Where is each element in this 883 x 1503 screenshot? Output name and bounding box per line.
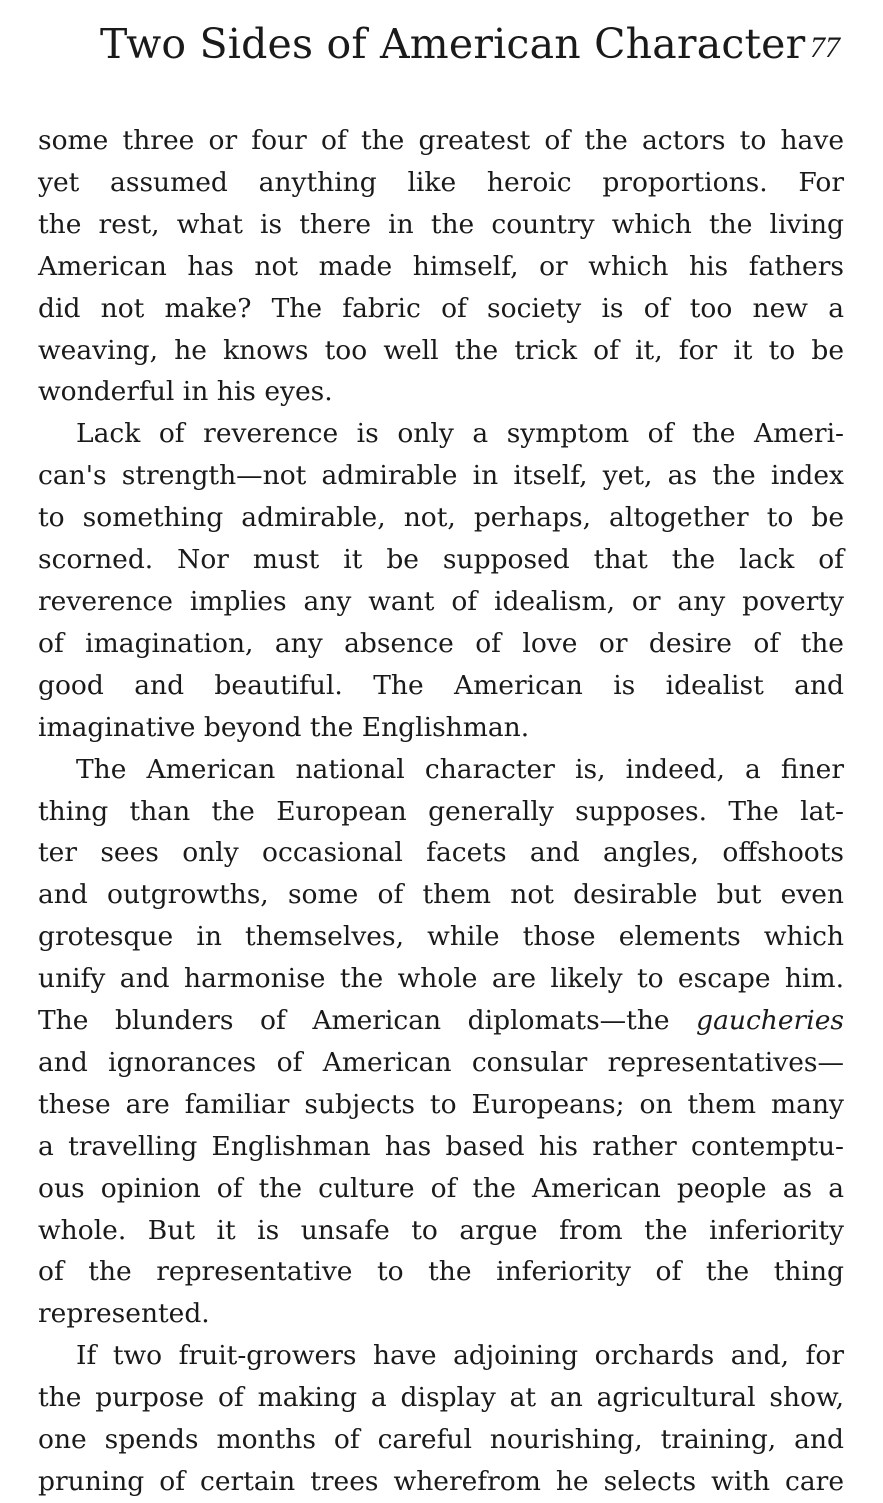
body-text [38,120,844,1503]
text-line: grotesque in themselves, while those elements which [38,921,844,953]
text-line: unify and harmonise the whole are likely to escape him. [38,963,844,995]
text-fragment: The blunders of American diplomats—the [38,1005,670,1037]
text-line: imaginative beyond the Englishman. [38,711,530,743]
paragraph [38,413,844,748]
text-line: yet assumed anything like heroic proportions. For [38,166,844,198]
text-line: ter sees only occasional facets and angles, offshoots [38,837,844,869]
book-page [38,18,844,1503]
text-line: can's strength—not admirable in itself, yet, as the index [38,460,844,492]
text-line: some three or four of the greatest of the actors to have [38,125,844,156]
text-line: The American national character is, indeed, a finer [76,753,844,785]
page-number: 77 [810,31,840,64]
text-line: ous opinion of the culture of the American people as a [38,1172,844,1204]
text-line: the rest, what is there in the country which the living [38,208,844,240]
italic-word: gaucheries [696,1005,844,1037]
text-line: American has not made himself, or which his fathers [38,250,844,282]
paragraph [38,1335,844,1503]
running-title: Two Sides of American Character [100,20,806,68]
running-header [38,18,844,82]
text-line: good and beautiful. The American is idealist and [38,669,844,701]
text-line: and ignorances of American consular representatives— [38,1046,844,1078]
text-line: weaving, he knows too well the trick of it, for it to be [38,334,844,366]
text-line: represented. [38,1298,210,1330]
text-line: If two fruit-growers have adjoining orchards and, for [76,1340,844,1372]
text-line: wonderful in his eyes. [38,376,333,408]
text-line: Lack of reverence is only a symptom of the Ameri- [76,418,844,450]
text-line: one spends months of careful nourishing, training, and [38,1424,844,1456]
text-line: these are familiar subjects to Europeans; on them many [38,1088,844,1120]
text-line: scorned. Nor must it be supposed that the lack of [38,544,844,576]
paragraph [38,120,844,413]
text-line: thing than the European generally supposes. The lat- [38,795,844,827]
paragraph [38,749,844,1336]
text-line: and outgrowths, some of them not desirable but even [38,879,844,911]
text-line: whole. But it is unsafe to argue from the inferiority [38,1214,844,1246]
text-line-with-italic [38,1000,844,1042]
text-line: to something admirable, not, perhaps, altogether to be [38,502,844,534]
text-line: a travelling Englishman has based his rather contemptu- [38,1130,844,1162]
text-line: pruning of certain trees wherefrom he selects with care [38,1466,844,1497]
text-line: reverence implies any want of idealism, or any poverty [38,585,844,617]
text-line: the purpose of making a display at an agricultural show, [38,1382,844,1414]
text-line: of imagination, any absence of love or desire of the [38,627,844,659]
text-line: did not make? The fabric of society is of too new a [38,292,844,324]
text-line: of the representative to the inferiority of the thing [38,1256,844,1288]
